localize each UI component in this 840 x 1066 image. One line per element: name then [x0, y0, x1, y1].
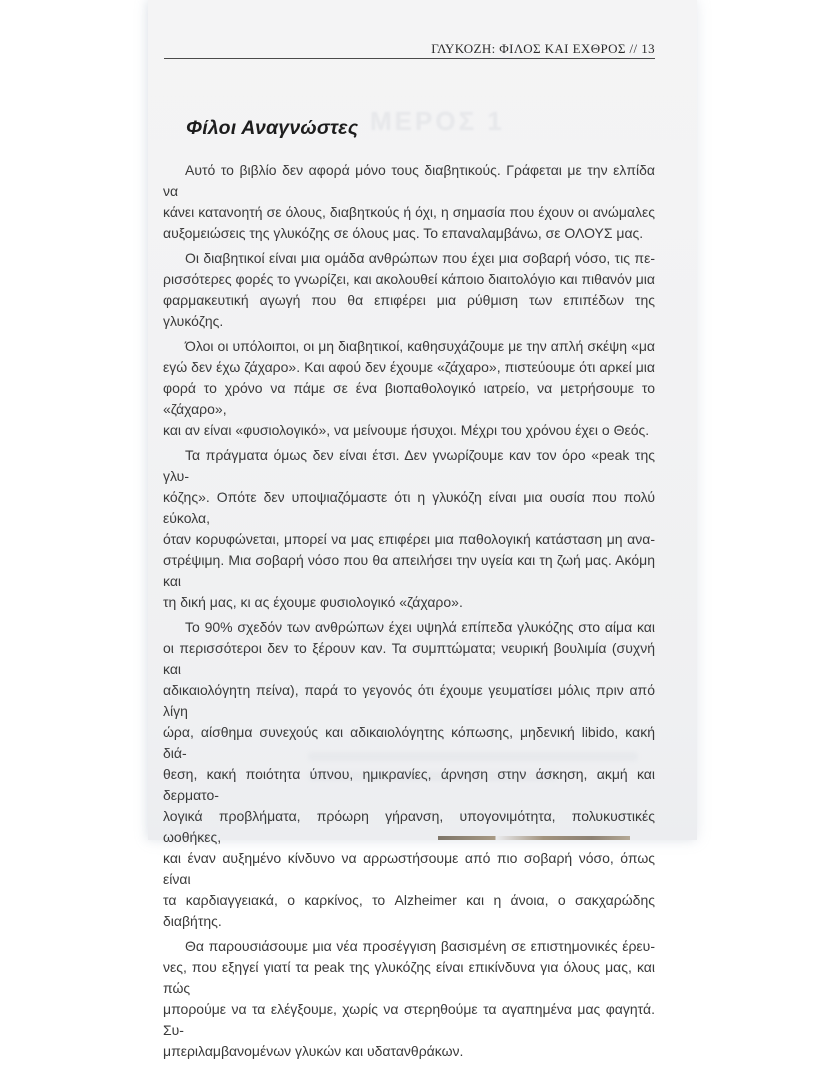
text-line: αυξομειώσεις της γλυκόζης σε όλους μας. Το επαναλαμβάνω, σε ΟΛΟΥΣ μας.: [163, 225, 644, 241]
text-line: ρισσότερες φορές το γνωρίζει, και ακολουθεί κάποιο διαιτολόγιο και πιθανόν μια: [163, 271, 655, 287]
paragraph: [163, 936, 655, 1062]
paragraph: [163, 248, 655, 332]
text-line: όταν κορυφώνεται, μπορεί να μας επιφέρει μια παθολογική κατάσταση μη ανα-: [163, 531, 655, 547]
body-text: [163, 160, 655, 1066]
text-line: Το 90% σχεδόν των ανθρώπων έχει υψηλά επίπεδα γλυκόζης στο αίμα και: [185, 619, 655, 635]
text-line: και έναν αυξημένο κίνδυνο να αρρωστήσουμε από πιο σοβαρή νόσο, όπως είναι: [163, 850, 655, 887]
text-line: Οι διαβητικοί είναι μια ομάδα ανθρώπων που έχει μια σοβαρή νόσο, τις πε-: [185, 250, 655, 266]
bleed-through-line: [308, 772, 558, 781]
paragraph: [163, 445, 655, 613]
text-line: νες, που εξηγεί γιατί τα peak της γλυκόζης είναι επικίνδυνα για όλους μας, και πώς: [163, 959, 655, 996]
text-line: Αυτό το βιβλίο δεν αφορά μόνο τους διαβητικούς. Γράφεται με την ελπίδα να: [163, 162, 655, 199]
text-line: Τα πράγματα όμως δεν είναι έτσι. Δεν γνωρίζουμε καν τον όρο «peak της γλυ-: [163, 447, 655, 484]
bleed-through-text: ΜΕΡΟΣ 1: [370, 106, 505, 136]
page-bottom-edge: [438, 836, 630, 840]
text-line: Θα παρουσιάσουμε μια νέα προσέγγιση βασισμένη σε επιστημονικές έρευ-: [185, 938, 655, 954]
page-title: Φίλοι Αναγνώστες: [186, 117, 359, 140]
text-line: θεση, κακή ποιότητα ύπνου, ημικρανίες, άρνηση στην άσκηση, ακμή και δερματο-: [163, 766, 655, 803]
text-line: αδικαιολόγητη πείνα), παρά το γεγονός ότι έχουμε γευματίσει μόλις πριν από λίγη: [163, 682, 655, 719]
text-line: τη δική μας, κι ας έχουμε φυσιολογικό «ζάχαρο».: [163, 594, 463, 610]
text-line: φαρμακευτική αγωγή που θα επιφέρει μια ρύθμιση των επιπέδων της γλυκόζης.: [163, 292, 655, 329]
running-head: ΓΛΥΚΟΖΗ: ΦΙΛΟΣ ΚΑΙ ΕΧΘΡΟΣ // 13: [431, 41, 655, 56]
text-line: φορά το χρόνο να πάμε σε ένα βιοπαθολογικό ιατρείο, να μετρήσουμε το «ζάχαρο»,: [163, 380, 655, 417]
text-line: μπορούμε να τα ελέγξουμε, χωρίς να στερηθούμε τα αγαπημένα μας φαγητά. Συ-: [163, 1001, 655, 1038]
bleed-through-line: [308, 752, 638, 761]
text-line: ώρα, αίσθημα συνεχούς και αδικαιολόγητης κόπωσης, μηδενική libido, κακή διά-: [163, 724, 655, 761]
paragraph: [163, 160, 655, 244]
text-line: λογικά προβλήματα, πρόωρη γήρανση, υπογονιμότητα, πολυκυστικές ωοθήκες,: [163, 808, 655, 845]
text-line: Όλοι οι υπόλοιποι, οι μη διαβητικοί, καθησυχάζουμε με την απλή σκέψη «μα: [185, 338, 655, 354]
text-line: οι περισσότεροι δεν το ξέρουν καν. Τα συμπτώματα; νευρική βουλιμία (συχνή και: [163, 640, 655, 677]
text-line: εγώ δεν έχω ζάχαρο». Και αφού δεν έχουμε «ζάχαρο», πιστεύουμε ότι αρκεί μια: [163, 359, 655, 375]
text-line: τα καρδιαγγειακά, ο καρκίνος, το Alzheimer και η άνοια, ο σακχαρώδης διαβήτης.: [163, 892, 655, 929]
header-rule: [164, 58, 655, 59]
text-line: μπεριλαμβανομένων γλυκών και υδατανθράκων.: [163, 1043, 464, 1059]
text-line: κόζης». Οπότε δεν υποψιαζόμαστε ότι η γλυκόζη είναι μια ουσία που πολύ εύκολα,: [163, 489, 655, 526]
paragraph: [163, 336, 655, 441]
book-page: [148, 0, 697, 1059]
text-line: και αν είναι «φυσιολογικό», να μείνουμε ήσυχοι. Μέχρι του χρόνου έχει ο Θεός.: [163, 422, 650, 438]
text-line: κάνει κατανοητή σε όλους, διαβητκούς ή όχι, η σημασία που έχουν οι ανώμαλες: [163, 204, 655, 220]
text-line: στρέψιμη. Μια σοβαρή νόσο που θα απειλήσει την υγεία και τη ζωή μας. Ακόμη και: [163, 552, 655, 589]
